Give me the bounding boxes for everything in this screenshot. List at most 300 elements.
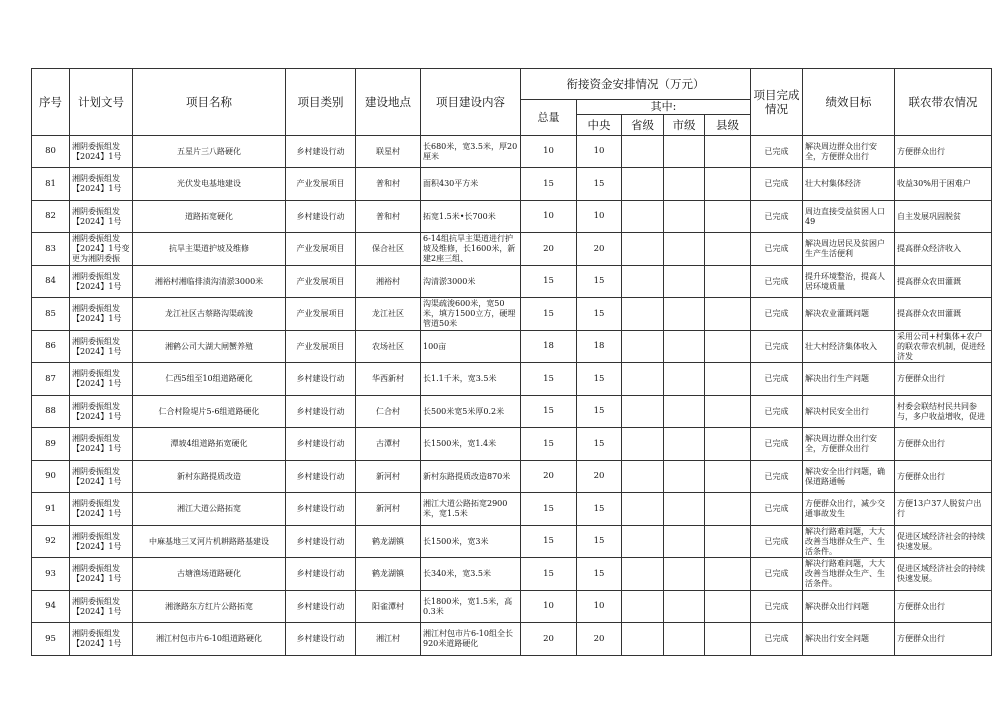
cell-link-text: 提高群众农田灌溉 xyxy=(897,276,962,286)
cell-municipal xyxy=(664,233,705,266)
cell-type xyxy=(286,298,356,331)
cell-central-text: 20 xyxy=(593,633,605,644)
cell-status xyxy=(751,135,803,168)
cell-status xyxy=(751,265,803,298)
cell-no-text: 91 xyxy=(45,503,56,514)
cell-link-text: 提高群众农田灌溉 xyxy=(897,309,962,318)
cell-doc xyxy=(70,395,133,428)
cell-status-text: 已完成 xyxy=(764,211,789,221)
cell-location-text: 鹤龙湖镇 xyxy=(372,569,404,578)
cell-provincial xyxy=(622,265,664,298)
cell-content xyxy=(421,623,521,656)
cell-municipal xyxy=(664,200,705,233)
cell-status xyxy=(751,525,803,558)
cell-type xyxy=(286,623,356,656)
cell-total-text: 15 xyxy=(543,178,554,189)
cell-location-text: 保合社区 xyxy=(372,244,404,253)
cell-link-text: 自主发展巩固脱贫 xyxy=(897,211,962,221)
project-table xyxy=(31,68,992,656)
cell-status xyxy=(751,330,803,363)
header-completion: 项目完成情况 xyxy=(751,69,803,136)
cell-type-text: 产业发展项目 xyxy=(296,276,345,286)
cell-location-text: 普和村 xyxy=(376,211,400,221)
cell-location-text: 龙江社区 xyxy=(372,309,404,318)
cell-central-text: 15 xyxy=(593,276,605,287)
cell-content-text: 长1800米，宽1.5米，高0.3米 xyxy=(423,596,513,616)
cell-link xyxy=(895,135,992,168)
cell-county xyxy=(705,623,751,656)
cell-municipal xyxy=(664,525,705,558)
cell-location xyxy=(356,525,421,558)
cell-county xyxy=(705,590,751,623)
cell-doc-text: 湘阴委振组发【2024】1号 xyxy=(72,206,122,226)
cell-total xyxy=(521,330,577,363)
cell-goal xyxy=(803,363,895,396)
cell-type xyxy=(286,428,356,461)
cell-location xyxy=(356,590,421,623)
cell-type xyxy=(286,525,356,558)
cell-type-text: 产业发展项目 xyxy=(296,309,345,318)
cell-central xyxy=(577,200,622,233)
cell-name xyxy=(133,135,286,168)
cell-status-text: 已完成 xyxy=(764,569,789,578)
cell-municipal xyxy=(664,623,705,656)
cell-central-text: 15 xyxy=(593,373,605,384)
cell-status-text: 已完成 xyxy=(764,439,789,448)
cell-goal xyxy=(803,525,895,558)
cell-central-text: 10 xyxy=(593,601,605,612)
cell-link xyxy=(895,590,992,623)
cell-content-text: 沟渠疏浚600米，宽50米，填方1500立方，硬埋管道50米 xyxy=(423,299,516,328)
cell-doc-text: 湘阴委振组发【2024】1号 xyxy=(72,499,122,518)
cell-no-text: 89 xyxy=(45,438,56,449)
cell-type-text: 乡村建设行动 xyxy=(296,374,345,383)
cell-status-text: 已完成 xyxy=(764,504,789,513)
cell-total-text: 15 xyxy=(543,438,554,449)
cell-type-text: 乡村建设行动 xyxy=(296,439,345,448)
cell-type xyxy=(286,558,356,591)
cell-provincial xyxy=(622,525,664,558)
cell-doc-text: 湘阴委振组发【2024】1号 xyxy=(72,271,122,291)
cell-content xyxy=(421,525,521,558)
cell-link xyxy=(895,265,992,298)
cell-central xyxy=(577,233,622,266)
cell-central xyxy=(577,330,622,363)
cell-link-text: 方便群众出行 xyxy=(897,634,946,643)
cell-location-text: 古潭村 xyxy=(376,439,400,448)
cell-type-text: 乡村建设行动 xyxy=(296,601,345,611)
cell-no-text: 80 xyxy=(45,146,56,157)
cell-central xyxy=(577,168,622,201)
cell-total-text: 15 xyxy=(543,503,554,514)
cell-total-text: 10 xyxy=(543,211,554,222)
cell-goal xyxy=(803,395,895,428)
cell-status-text: 已完成 xyxy=(764,536,789,546)
cell-name xyxy=(133,428,286,461)
cell-status-text: 已完成 xyxy=(764,341,789,351)
cell-doc-text: 湘阴委振组发【2024】1号 xyxy=(72,401,122,421)
cell-content-text: 长340米，宽3.5米 xyxy=(423,569,491,578)
cell-total xyxy=(521,590,577,623)
cell-goal-text: 解决周边群众出行安全，方便群众出行 xyxy=(805,434,878,453)
cell-content-text: 湘江大道公路拓宽2900米，宽1.5米 xyxy=(423,499,508,518)
cell-content-text: 长500米宽5米厚0.2米 xyxy=(423,406,505,416)
cell-county xyxy=(705,168,751,201)
cell-goal xyxy=(803,330,895,363)
cell-doc-text: 湘阴委振组发【2024】1号 xyxy=(72,336,122,356)
cell-municipal xyxy=(664,558,705,591)
cell-status-text: 已完成 xyxy=(764,179,789,188)
cell-county xyxy=(705,525,751,558)
cell-no-text: 88 xyxy=(45,406,56,417)
cell-central xyxy=(577,590,622,623)
cell-content-text: 湘江村包市片6-10组全长920米道路硬化 xyxy=(423,629,513,648)
cell-county xyxy=(705,395,751,428)
cell-goal xyxy=(803,428,895,461)
cell-link xyxy=(895,623,992,656)
cell-total-text: 20 xyxy=(543,471,554,482)
cell-location-text: 新河村 xyxy=(376,471,400,481)
cell-link-text: 收益30%用于困难户 xyxy=(897,179,971,188)
table-row xyxy=(32,200,992,233)
cell-total-text: 15 xyxy=(543,406,554,417)
cell-total xyxy=(521,363,577,396)
cell-doc xyxy=(70,525,133,558)
cell-no xyxy=(32,460,70,493)
cell-no xyxy=(32,135,70,168)
cell-location xyxy=(356,233,421,266)
cell-doc-text: 湘阴委振组发【2024】1号 xyxy=(72,434,122,453)
cell-county xyxy=(705,460,751,493)
cell-name-text: 湘涤路东方红片公路拓宽 xyxy=(165,601,253,611)
cell-municipal xyxy=(664,395,705,428)
cell-central-text: 20 xyxy=(593,471,605,482)
cell-total xyxy=(521,460,577,493)
cell-doc-text: 湘阴委振组发【2024】1号 xyxy=(72,369,122,388)
cell-central xyxy=(577,460,622,493)
cell-type-text: 乡村建设行动 xyxy=(296,504,345,513)
cell-content xyxy=(421,590,521,623)
cell-no-text: 81 xyxy=(45,178,56,189)
cell-content-text: 新村东路提质改造870米 xyxy=(423,471,511,481)
table-body xyxy=(32,135,992,655)
cell-total xyxy=(521,623,577,656)
cell-status-text: 已完成 xyxy=(764,374,789,383)
cell-total-text: 10 xyxy=(543,146,554,157)
cell-link xyxy=(895,460,992,493)
table-row xyxy=(32,558,992,591)
cell-status-text: 已完成 xyxy=(764,601,789,611)
cell-type xyxy=(286,460,356,493)
cell-no-text: 84 xyxy=(45,276,56,287)
cell-central xyxy=(577,363,622,396)
cell-link-text: 方便群众出行 xyxy=(897,601,946,611)
cell-central-text: 15 xyxy=(593,568,605,579)
cell-content xyxy=(421,233,521,266)
cell-type-text: 乡村建设行动 xyxy=(296,406,345,416)
cell-goal-text: 壮大村集体经济 xyxy=(805,179,862,188)
cell-no xyxy=(32,233,70,266)
table-row xyxy=(32,460,992,493)
cell-location xyxy=(356,623,421,656)
cell-no xyxy=(32,168,70,201)
cell-location-text: 鹤龙湖镇 xyxy=(372,536,404,546)
cell-no xyxy=(32,200,70,233)
cell-location xyxy=(356,168,421,201)
header-total: 总量 xyxy=(521,100,577,136)
cell-content xyxy=(421,558,521,591)
cell-link xyxy=(895,233,992,266)
table-row xyxy=(32,525,992,558)
cell-doc-text: 湘阴委振组发【2024】1号 xyxy=(72,629,122,648)
cell-status xyxy=(751,460,803,493)
cell-status-text: 已完成 xyxy=(764,276,789,286)
cell-doc xyxy=(70,428,133,461)
cell-doc-text: 湘阴委振组发【2024】1号 xyxy=(72,141,122,161)
cell-no-text: 94 xyxy=(45,601,56,612)
cell-status xyxy=(751,395,803,428)
cell-location xyxy=(356,330,421,363)
cell-status-text: 已完成 xyxy=(764,146,789,156)
cell-municipal xyxy=(664,265,705,298)
cell-name-text: 湘江大道公路拓宽 xyxy=(177,504,241,513)
cell-name xyxy=(133,363,286,396)
cell-status xyxy=(751,363,803,396)
cell-central xyxy=(577,623,622,656)
table-row xyxy=(32,135,992,168)
cell-total xyxy=(521,493,577,526)
cell-location xyxy=(356,460,421,493)
cell-location xyxy=(356,265,421,298)
cell-goal xyxy=(803,558,895,591)
cell-no-text: 93 xyxy=(45,568,56,579)
cell-county xyxy=(705,428,751,461)
cell-link xyxy=(895,363,992,396)
cell-no-text: 92 xyxy=(45,536,56,547)
cell-type-text: 产业发展项目 xyxy=(296,244,345,253)
cell-content xyxy=(421,330,521,363)
cell-type-text: 乡村建设行动 xyxy=(296,211,345,221)
cell-county xyxy=(705,298,751,331)
cell-municipal xyxy=(664,493,705,526)
table-row xyxy=(32,590,992,623)
cell-doc xyxy=(70,558,133,591)
cell-link xyxy=(895,493,992,526)
cell-goal-text: 解决行路难问题，大大改善当地群众生产、生活条件。 xyxy=(805,559,886,588)
cell-provincial xyxy=(622,623,664,656)
cell-goal xyxy=(803,623,895,656)
cell-content-text: 面积430平方米 xyxy=(423,179,479,188)
cell-link-text: 方便群众出行 xyxy=(897,471,946,481)
cell-provincial xyxy=(622,200,664,233)
cell-no xyxy=(32,395,70,428)
cell-no-text: 86 xyxy=(45,341,56,352)
cell-goal-text: 方便群众出行，减少交通事故发生 xyxy=(805,499,886,518)
cell-name xyxy=(133,493,286,526)
cell-location-text: 华西新村 xyxy=(372,374,404,383)
table-row xyxy=(32,395,992,428)
cell-no xyxy=(32,558,70,591)
cell-no-text: 95 xyxy=(45,633,56,644)
cell-link-text: 提高群众经济收入 xyxy=(897,244,962,253)
table-row xyxy=(32,363,992,396)
cell-no xyxy=(32,525,70,558)
cell-name xyxy=(133,265,286,298)
cell-doc-text: 湘阴委振组发【2024】1号 xyxy=(72,304,122,323)
cell-name-text: 湘裕村湘临排渍沟清淤3000米 xyxy=(154,276,264,286)
cell-doc xyxy=(70,135,133,168)
cell-location-text: 新河村 xyxy=(376,504,400,513)
cell-county xyxy=(705,265,751,298)
cell-central xyxy=(577,558,622,591)
cell-goal-text: 提升环境整治，提高人居环境质量 xyxy=(805,271,886,291)
cell-status xyxy=(751,200,803,233)
cell-municipal xyxy=(664,330,705,363)
cell-central xyxy=(577,395,622,428)
cell-goal xyxy=(803,265,895,298)
cell-provincial xyxy=(622,233,664,266)
cell-total xyxy=(521,298,577,331)
cell-provincial xyxy=(622,590,664,623)
cell-doc xyxy=(70,298,133,331)
cell-no xyxy=(32,428,70,461)
cell-name-text: 潭坡4组道路拓宽硬化 xyxy=(170,439,248,448)
cell-municipal xyxy=(664,298,705,331)
cell-central-text: 10 xyxy=(593,211,605,222)
cell-type xyxy=(286,493,356,526)
cell-content xyxy=(421,200,521,233)
cell-name-text: 仁西5组至10组道路硬化 xyxy=(165,374,253,383)
cell-location xyxy=(356,363,421,396)
cell-location-text: 仁合村 xyxy=(376,406,400,416)
cell-link xyxy=(895,428,992,461)
cell-doc xyxy=(70,233,133,266)
header-location: 建设地点 xyxy=(356,69,421,136)
cell-provincial xyxy=(622,428,664,461)
header-municipal: 市级 xyxy=(664,114,705,135)
cell-status xyxy=(751,493,803,526)
cell-central-text: 15 xyxy=(593,438,605,449)
cell-no xyxy=(32,590,70,623)
cell-location xyxy=(356,200,421,233)
cell-no xyxy=(32,330,70,363)
cell-goal-text: 解决出行安全问题 xyxy=(805,634,870,643)
cell-content xyxy=(421,168,521,201)
cell-no xyxy=(32,363,70,396)
header-name: 项目名称 xyxy=(133,69,286,136)
cell-link-text: 方便13户37人脱贫户出行 xyxy=(897,499,982,518)
cell-link xyxy=(895,558,992,591)
cell-goal-text: 解决农业灌溉问题 xyxy=(805,309,870,318)
cell-provincial xyxy=(622,558,664,591)
cell-total-text: 15 xyxy=(543,276,554,287)
cell-name-text: 道路拓宽硬化 xyxy=(185,211,233,221)
header-provincial: 省级 xyxy=(622,114,664,135)
cell-name-text: 古塘渔场道路硬化 xyxy=(177,569,241,578)
cell-name-text: 光伏发电基地建设 xyxy=(177,179,241,188)
cell-doc xyxy=(70,168,133,201)
cell-type xyxy=(286,590,356,623)
cell-no-text: 90 xyxy=(45,471,56,482)
cell-doc xyxy=(70,623,133,656)
cell-link xyxy=(895,200,992,233)
cell-content xyxy=(421,395,521,428)
cell-doc xyxy=(70,200,133,233)
cell-name-text: 五星片三八路硬化 xyxy=(177,146,241,156)
table-row xyxy=(32,330,992,363)
table-row xyxy=(32,493,992,526)
cell-link-text: 方便群众出行 xyxy=(897,146,946,156)
table-row xyxy=(32,168,992,201)
cell-name-text: 抗旱主渠道护坡及维修 xyxy=(169,244,249,253)
cell-municipal xyxy=(664,428,705,461)
cell-doc-text: 湘阴委振组发【2024】1号 xyxy=(72,564,122,583)
cell-type xyxy=(286,265,356,298)
table-row xyxy=(32,265,992,298)
cell-goal xyxy=(803,168,895,201)
cell-no xyxy=(32,298,70,331)
cell-no-text: 85 xyxy=(45,308,56,319)
cell-name xyxy=(133,330,286,363)
cell-link xyxy=(895,395,992,428)
cell-location-text: 联星村 xyxy=(376,146,400,156)
cell-type xyxy=(286,363,356,396)
cell-status xyxy=(751,298,803,331)
cell-location xyxy=(356,135,421,168)
cell-county xyxy=(705,363,751,396)
cell-central-text: 15 xyxy=(593,308,605,319)
cell-doc xyxy=(70,590,133,623)
cell-link xyxy=(895,298,992,331)
cell-type xyxy=(286,135,356,168)
cell-provincial xyxy=(622,493,664,526)
cell-name xyxy=(133,460,286,493)
cell-doc-text: 湘阴委振组发【2024】1号 xyxy=(72,596,122,616)
cell-total-text: 15 xyxy=(543,373,554,384)
cell-doc xyxy=(70,460,133,493)
cell-status xyxy=(751,590,803,623)
header-goal: 绩效目标 xyxy=(803,69,895,136)
cell-status-text: 已完成 xyxy=(764,406,789,416)
cell-name xyxy=(133,168,286,201)
cell-goal-text: 解决群众出行问题 xyxy=(805,601,870,611)
cell-content-text: 长1.1千米，宽3.5米 xyxy=(423,374,497,383)
cell-content xyxy=(421,363,521,396)
cell-provincial xyxy=(622,135,664,168)
cell-total xyxy=(521,265,577,298)
cell-county xyxy=(705,493,751,526)
cell-name xyxy=(133,623,286,656)
cell-total-text: 20 xyxy=(543,633,554,644)
cell-total xyxy=(521,428,577,461)
cell-total xyxy=(521,200,577,233)
cell-goal-text: 解决出行生产问题 xyxy=(805,374,870,383)
cell-type-text: 产业发展项目 xyxy=(296,341,345,351)
cell-type xyxy=(286,200,356,233)
cell-central xyxy=(577,493,622,526)
cell-status xyxy=(751,168,803,201)
cell-municipal xyxy=(664,135,705,168)
cell-goal-text: 解决周边居民及贫困户生产生活便利 xyxy=(805,239,886,258)
cell-no xyxy=(32,493,70,526)
cell-type xyxy=(286,395,356,428)
cell-central-text: 10 xyxy=(593,146,605,157)
cell-no-text: 83 xyxy=(45,243,56,254)
cell-central-text: 15 xyxy=(593,178,605,189)
cell-content-text: 6-14组抗旱主渠道进行护坡及维修，长1600米，新建2座三组、 xyxy=(423,234,516,263)
cell-goal-text: 解决周边群众出行安全，方便群众出行 xyxy=(805,141,878,161)
cell-no xyxy=(32,623,70,656)
